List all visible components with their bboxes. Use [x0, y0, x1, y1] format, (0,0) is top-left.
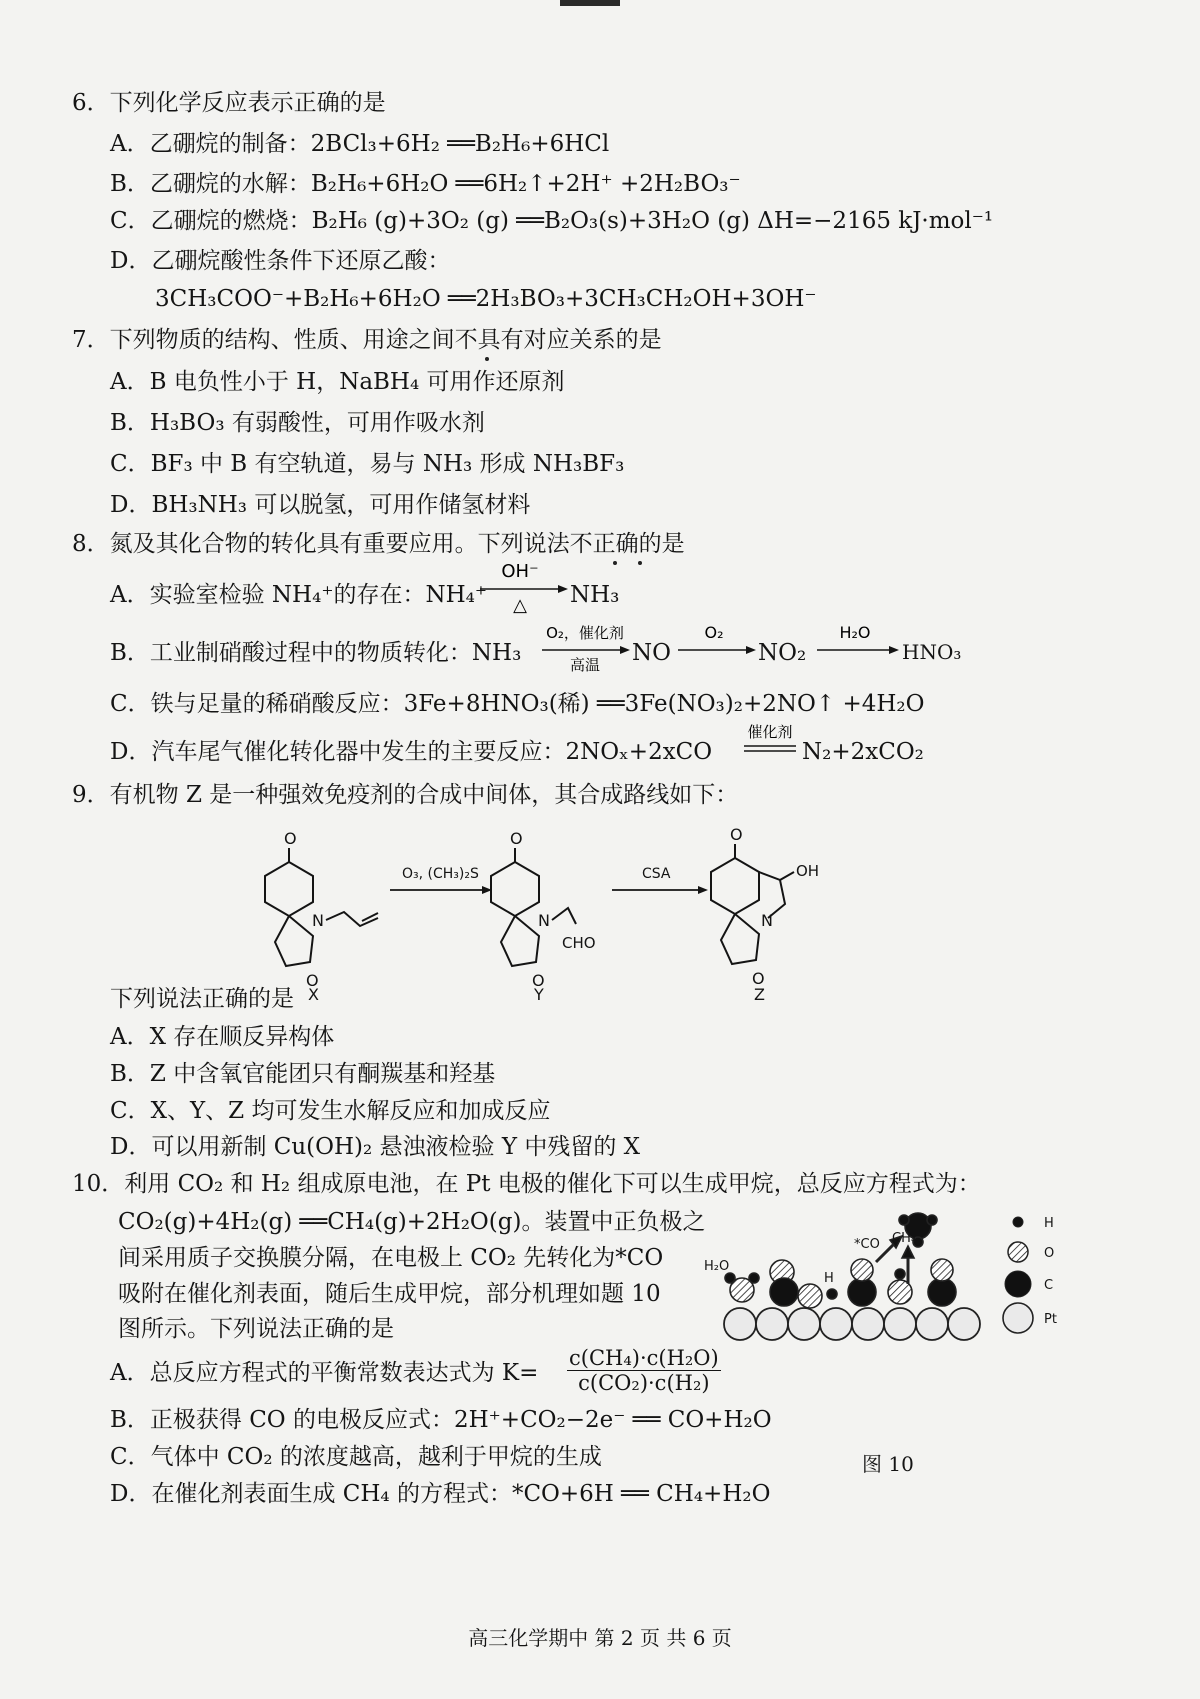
legend-c-marker	[1005, 1271, 1031, 1297]
q10-line-4: 吸附在催化剂表面，随后生成甲烷，部分机理如题 10	[118, 1281, 661, 1307]
q9-option-a: A．X 存在顺反异构体	[110, 1024, 335, 1050]
q9-prompt: 下列说法正确的是	[110, 986, 294, 1012]
q6-option-d: D．乙硼烷酸性条件下还原乙酸：	[110, 248, 451, 274]
q8-b-below-1: 高温	[569, 656, 601, 674]
q10-a-denominator: c(CO₂)·c(H₂)	[578, 1371, 710, 1396]
q7-stem: 7．下列物质的结构、性质、用途之间不具有对应关系的是	[72, 327, 662, 353]
q10-line-5: 图所示。下列说法正确的是	[118, 1316, 394, 1342]
y-oxygen: O	[510, 829, 523, 848]
q10-stem: 10．利用 CO₂ 和 H₂ 组成原电池，在 Pt 电极的催化下可以生成甲烷，总反应方程式为：	[72, 1171, 981, 1197]
q6-option-b: B．乙硼烷的水解：B₂H₆+6H₂O ══6H₂↑+2H⁺ +2H₂BO₃⁻	[110, 171, 741, 197]
q6-option-c: C．乙硼烷的燃烧：B₂H₆ (g)+3O₂ (g) ══B₂O₃(s)+3H₂O (g) ΔH=−2165 kJ·mol⁻¹	[110, 208, 994, 234]
q8-d-products: N₂+2xCO₂	[802, 739, 924, 765]
q10-option-c: C．气体中 CO₂ 的浓度越高，越利于甲烷的生成	[110, 1444, 602, 1470]
legend-o: O	[1044, 1246, 1055, 1261]
legend-o-marker	[1008, 1242, 1028, 1262]
q8-b-above-3: H₂O	[839, 623, 871, 642]
label-z: Z	[754, 985, 765, 1004]
q8-d-equals	[740, 722, 800, 758]
legend-pt: Pt	[1044, 1312, 1057, 1327]
q7-option-b: B．H₃BO₃ 有弱酸性，可用作吸水剂	[110, 410, 485, 436]
q10-option-a: A．总反应方程式的平衡常数表达式为 K=	[110, 1360, 539, 1386]
q7-option-a: A．B 电负性小于 H，NaBH₄ 可用作还原剂	[110, 369, 565, 395]
z-oxygen: O	[730, 825, 743, 844]
q7-option-d: D．BH₃NH₃ 可以脱氢，可用作储氢材料	[110, 492, 531, 518]
label-y: Y	[534, 985, 544, 1004]
label-x: X	[308, 985, 319, 1004]
scan-artifact	[560, 0, 620, 6]
q8-b-no: NO	[632, 640, 671, 666]
q8-b-arrow-3	[815, 620, 901, 660]
q8-option-d: D．汽车尾气催化转化器中发生的主要反应：2NOₓ+2xCO	[110, 739, 713, 765]
q6-stem: 6．下列化学反应表示正确的是	[72, 90, 386, 116]
q8-b-no2: NO₂	[758, 640, 807, 666]
q8-b-above-2: O₂	[704, 623, 724, 642]
q8-option-b: B．工业制硝酸过程中的物质转化：NH₃	[110, 640, 522, 666]
q9-synthesis-scheme	[250, 820, 900, 1004]
q8-a-below: △	[513, 595, 527, 616]
pt-surface	[724, 1308, 980, 1340]
emphasis-dot	[638, 561, 642, 565]
q7-option-c: C．BF₃ 中 B 有空轨道，易与 NH₃ 形成 NH₃BF₃	[110, 451, 625, 477]
q8-b-above-1: O₂，催化剂	[546, 624, 624, 642]
fig-label-h2o: H₂O	[704, 1259, 730, 1274]
q6-option-d-equation: 3CH₃COO⁻+B₂H₆+6H₂O ══2H₃BO₃+3CH₃CH₂OH+3OH⁻	[155, 286, 817, 312]
molecule-z	[711, 825, 819, 1004]
q10-a-fraction	[567, 1346, 721, 1395]
reagent-2: CSA	[642, 866, 671, 882]
q8-a-text: A．实验室检验 NH₄⁺的存在：NH₄⁺	[110, 582, 488, 608]
x-lactam-oxygen: O	[306, 971, 319, 990]
q8-a-arrow	[478, 555, 568, 615]
adsorbates	[725, 1213, 956, 1308]
q9-option-d: D．可以用新制 Cu(OH)₂ 悬浊液检验 Y 中残留的 X	[110, 1134, 641, 1160]
y-aldehyde: CHO	[562, 934, 596, 952]
q8-b-arrow-2	[676, 620, 758, 660]
q10-option-b: B．正极获得 CO 的电极反应式：2H⁺+CO₂−2e⁻ ══ CO+H₂O	[110, 1407, 772, 1433]
q8-b-arrow-1	[540, 620, 630, 680]
x-oxygen: O	[284, 829, 297, 848]
z-nitrogen: N	[761, 911, 773, 930]
q6-option-a: A．乙硼烷的制备：2BCl₃+6H₂ ══B₂H₆+6HCl	[110, 131, 610, 157]
legend-pt-marker	[1003, 1303, 1033, 1333]
q8-stem: 8．氮及其化合物的转化具有重要应用。下列说法不正确的是	[72, 531, 685, 557]
page-footer: 高三化学期中 第 2 页 共 6 页	[468, 1626, 732, 1650]
q8-b-hno3: HNO₃	[902, 640, 962, 664]
q9-option-b: B．Z 中含氧官能团只有酮羰基和羟基	[110, 1061, 496, 1087]
q10-line-3: 间采用质子交换膜分隔，在电极上 CO₂ 先转化为*CO	[118, 1245, 664, 1271]
molecule-y	[491, 829, 596, 1004]
q8-a-above: OH⁻	[501, 561, 539, 582]
molecule-x	[265, 829, 378, 1004]
x-nitrogen: N	[312, 911, 324, 930]
legend	[1003, 1216, 1057, 1333]
q8-option-a	[110, 584, 487, 607]
fig-label-ch4: CH₄	[892, 1231, 917, 1246]
q8-a-product: NH₃	[570, 582, 620, 608]
q10-a-numerator: c(CH₄)·c(H₂O)	[569, 1346, 719, 1370]
q9-option-c: C．X、Y、Z 均可发生水解反应和加成反应	[110, 1098, 551, 1124]
emphasis-dot	[485, 357, 489, 361]
q10-option-d: D．在催化剂表面生成 CH₄ 的方程式：*CO+6H ══ CH₄+H₂O	[110, 1481, 771, 1507]
y-lactam-oxygen: O	[532, 971, 545, 990]
fig-label-co: *CO	[854, 1237, 880, 1252]
q8-option-c: C．铁与足量的稀硝酸反应：3Fe+8HNO₃(稀) ══3Fe(NO₃)₂+2NO↑ +4H₂O	[110, 691, 925, 717]
q10-line-2: CO₂(g)+4H₂(g) ══CH₄(g)+2H₂O(g)。装置中正负极之	[118, 1209, 706, 1235]
q9-stem: 9．有机物 Z 是一种强效免疫剂的合成中间体，其合成路线如下：	[72, 782, 739, 808]
fig-label-h: H	[824, 1271, 834, 1286]
legend-h-marker	[1013, 1217, 1023, 1227]
legend-c: C	[1044, 1278, 1054, 1293]
reagent-1: O₃, (CH₃)₂S	[402, 866, 479, 882]
figure-10-caption: 图 10	[862, 1452, 914, 1476]
y-nitrogen: N	[538, 911, 550, 930]
emphasis-dot	[613, 561, 617, 565]
q8-d-above: 催化剂	[747, 723, 793, 741]
z-lactam-oxygen: O	[752, 969, 765, 988]
z-hydroxyl: OH	[796, 862, 820, 880]
legend-h: H	[1044, 1216, 1054, 1231]
